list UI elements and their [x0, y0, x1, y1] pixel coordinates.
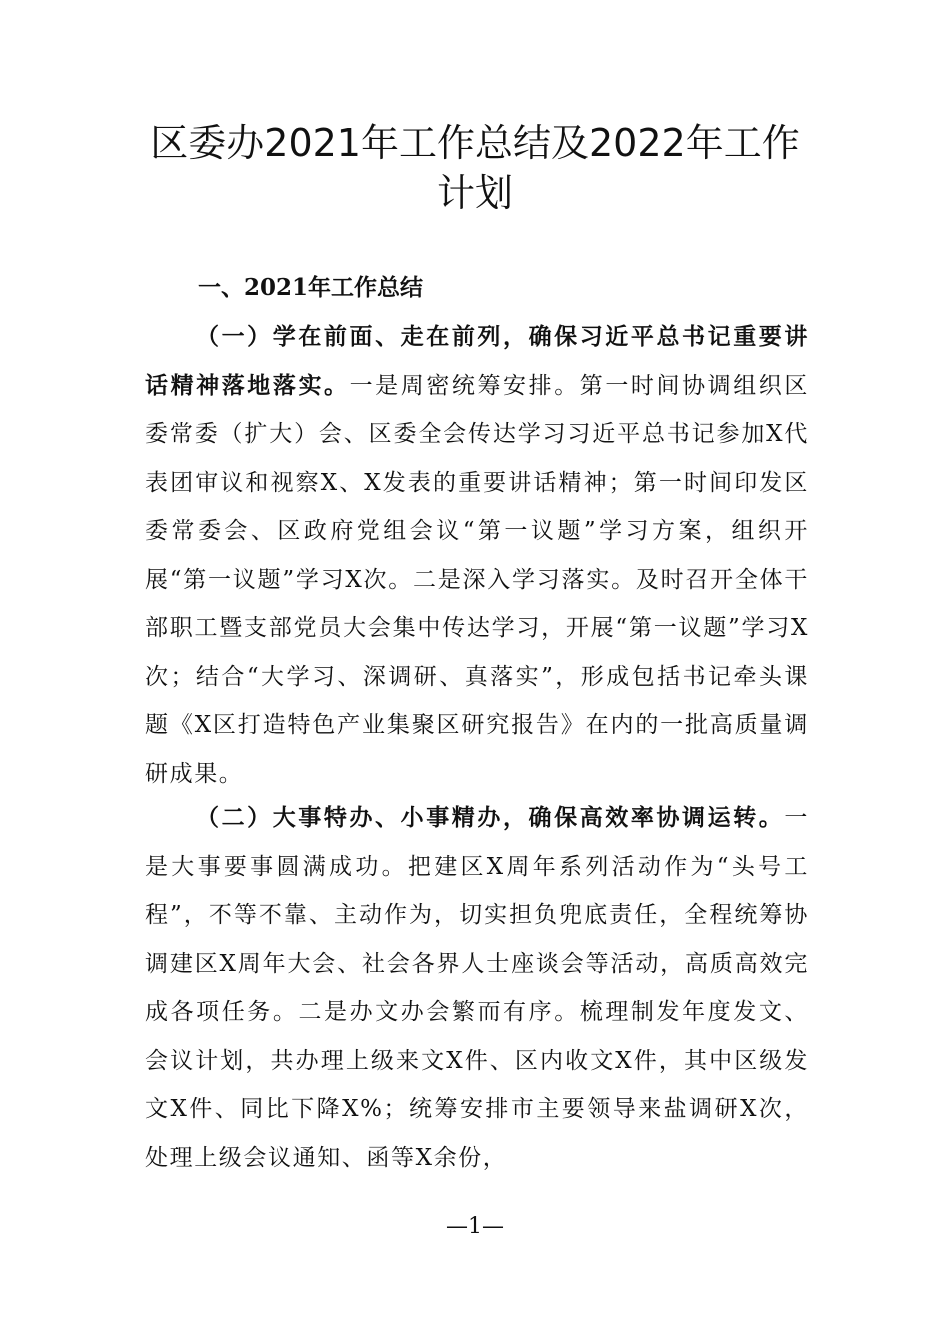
- paragraph-1-lead: （一）学在前面、走在前列，确保习近平总书记重要讲话精神落地落实。: [145, 323, 809, 399]
- paragraph-2-text: 一是大事要事圆满成功。把建区X周年系列活动作为“头号工程”，不等不靠、主动作为，切实担负兜底责任，全程统筹协调建区X周年大会、社会各界人士座谈会等活动，高质高效完成各项任务。二是办文办会繁而有序。梳理制发年度发文、会议计划，共办理上级来文X件、区内收文X件，其中区级发文X件、同比下降X%；统筹安排市主要领导来盐调研X次，处理上级会议通知、函等X余份，: [145, 805, 809, 1171]
- paragraph-2-lead: （二）大事特办、小事精办，确保高效率协调运转。: [195, 804, 785, 831]
- title-line-1: 区委办2021年工作总结及2022年工作: [150, 121, 800, 165]
- page-number: —1—: [446, 1214, 504, 1239]
- paragraph-1: [145, 313, 809, 798]
- paragraph-2: [145, 794, 809, 1182]
- title-line-2: 计划: [436, 171, 513, 215]
- document-title: [140, 118, 810, 218]
- section-heading: 一、2021年工作总结: [198, 274, 424, 301]
- paragraph-1-text: 一是周密统筹安排。第一时间协调组织区委常委（扩大）会、区委全会传达学习习近平总书记参加X代表团审议和视察X、X发表的重要讲话精神；第一时间印发区委常委会、区政府党组会议“第一议题”学习方案，组织开展“第一议题”学习X次。二是深入学习落实。及时召开全体干部职工暨支部党员大会集中传达学习，开展“第一议题”学习X次；结合“大学习、深调研、真落实”，形成包括书记牵头课题《X区打造特色产业集聚区研究报告》在内的一批高质量调研成果。: [145, 372, 809, 787]
